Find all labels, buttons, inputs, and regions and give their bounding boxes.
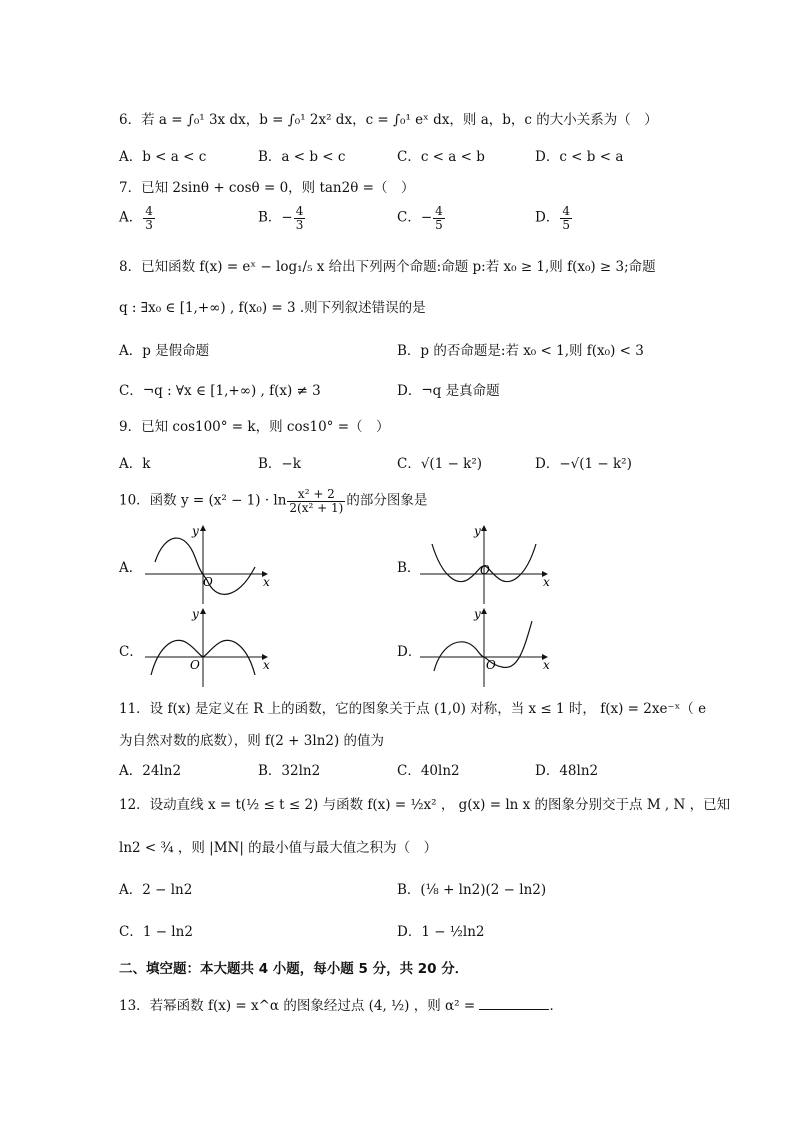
q10-graph-c-origin: O — [190, 658, 200, 672]
q9-option-c[interactable]: C．√(1 − k²) — [397, 456, 483, 472]
q7-option-d[interactable]: D． $\frac{4}{5}$ — [535, 204, 570, 232]
q8-option-d[interactable]: D．¬q 是真命题 — [397, 383, 500, 399]
q10-graph-d-ylabel: y — [474, 607, 481, 621]
q9-option-b[interactable]: B．−k — [258, 456, 301, 472]
q10-graph-a-ylabel: y — [192, 524, 199, 538]
q9-option-d[interactable]: D．−√(1 − k²) — [535, 456, 632, 472]
q6-stem: 6．若 a = ∫₀¹ 3x dx，b = ∫₀¹ 2x² dx，c = ∫₀¹ eˣ dx，则 a，b，c 的大小关系为（ ） — [119, 112, 658, 128]
q13-stem: 13．若幂函数 f(x) = x^α 的图象经过点 (4, ½) ，则 α² = ． — [119, 998, 563, 1014]
q10-label-d[interactable]: D． — [397, 644, 422, 660]
q11-line1: 11．设 f(x) 是定义在 R 上的函数，它的图象关于点 (1,0) 对称，当 x ≤ 1 时， f(x) = 2xe⁻ˣ（ e — [119, 701, 707, 717]
q6-option-a[interactable]: A．b < a < c — [119, 149, 207, 165]
q6-option-d[interactable]: D．c < b < a — [535, 149, 624, 165]
q8-option-c[interactable]: C．¬q : ∀x ∈ [1,+∞) , f(x) ≠ 3 — [119, 383, 321, 399]
q10-label-c[interactable]: C． — [119, 644, 143, 660]
q12-option-c[interactable]: C．1 − ln2 — [119, 924, 193, 940]
q10-graph-c-xlabel: x — [263, 658, 270, 672]
q10-graph-b-xlabel: x — [543, 575, 550, 589]
q8-option-a[interactable]: A．p 是假命题 — [119, 343, 210, 359]
q9-option-a[interactable]: A．k — [119, 456, 151, 472]
q8-stem-line2: q : ∃x₀ ∈ [1,+∞) , f(x₀) = 3 .则下列叙述错误的是 — [119, 300, 426, 316]
q9-stem: 9．已知 cos100° = k，则 cos10° =（ ） — [119, 419, 390, 435]
q10-graph-c-ylabel: y — [192, 607, 199, 621]
q7-option-b[interactable]: B．− $\frac{4}{3}$ — [258, 204, 304, 232]
q11-option-c[interactable]: C．40ln2 — [397, 763, 460, 779]
q12-option-d[interactable]: D．1 − ½ln2 — [397, 924, 485, 940]
q12-line2: ln2 < ¾ ，则 |MN| 的最小值与最大值之积为（ ） — [119, 840, 438, 856]
q10-label-b[interactable]: B． — [397, 560, 421, 576]
q10-graph-b-origin: O — [480, 563, 490, 577]
q11-option-d[interactable]: D．48ln2 — [535, 763, 599, 779]
q6-option-b[interactable]: B．a < b < c — [258, 149, 346, 165]
section-2-heading: 二、填空题：本大题共 4 小题，每小题 5 分，共 20 分． — [119, 961, 469, 977]
q7-option-a[interactable]: A． $\frac{4}{3}$ — [119, 204, 153, 232]
q11-line2: 为自然对数的底数），则 f(2 + 3ln2) 的值为 — [119, 733, 385, 749]
q12-line1: 12．设动直线 x = t(½ ≤ t ≤ 2) 与函数 f(x) = ½x² ， g(x) = ln x 的图象分别交于点 M , N ，已知 — [119, 797, 731, 813]
q13-answer-blank[interactable] — [479, 997, 549, 1010]
q8-option-b[interactable]: B．p 的否命题是:若 x₀ < 1,则 f(x₀) < 3 — [397, 343, 644, 359]
q7-option-c[interactable]: C．− $\frac{4}{5}$ — [397, 204, 443, 232]
q10-graph-d[interactable] — [420, 605, 555, 687]
q10-graph-b-ylabel: y — [474, 524, 481, 538]
q6-option-c[interactable]: C．c < a < b — [397, 149, 485, 165]
q11-option-a[interactable]: A．24ln2 — [119, 763, 182, 779]
q10-graph-a-origin: O — [203, 575, 213, 589]
q11-option-b[interactable]: B．32ln2 — [258, 763, 321, 779]
q10-graph-a-xlabel: x — [263, 575, 270, 589]
q10-graph-c[interactable] — [145, 605, 275, 687]
q10-graph-d-xlabel: x — [543, 658, 550, 672]
q8-stem-line1: 8．已知函数 f(x) = eˣ − log₁/₅ x 给出下列两个命题:命题 p:若 x₀ ≥ 1,则 f(x₀) ≥ 3;命题 — [119, 259, 656, 275]
q10-stem: 10．函数 y = (x² − 1) · ln $\frac{\text{x² + 2}}{\text{2(x² + 1)}}$ 的部分图象是 — [119, 487, 428, 515]
q12-option-a[interactable]: A．2 − ln2 — [119, 882, 193, 898]
q10-graph-a[interactable] — [145, 522, 275, 604]
q10-label-a[interactable]: A． — [119, 560, 143, 576]
q10-graph-d-origin: O — [486, 658, 496, 672]
q12-option-b[interactable]: B．(⅛ + ln2)(2 − ln2) — [397, 882, 547, 898]
q10-graph-b[interactable] — [420, 522, 555, 604]
q7-stem: 7．已知 2sinθ + cosθ = 0，则 tan2θ =（ ） — [119, 180, 415, 196]
